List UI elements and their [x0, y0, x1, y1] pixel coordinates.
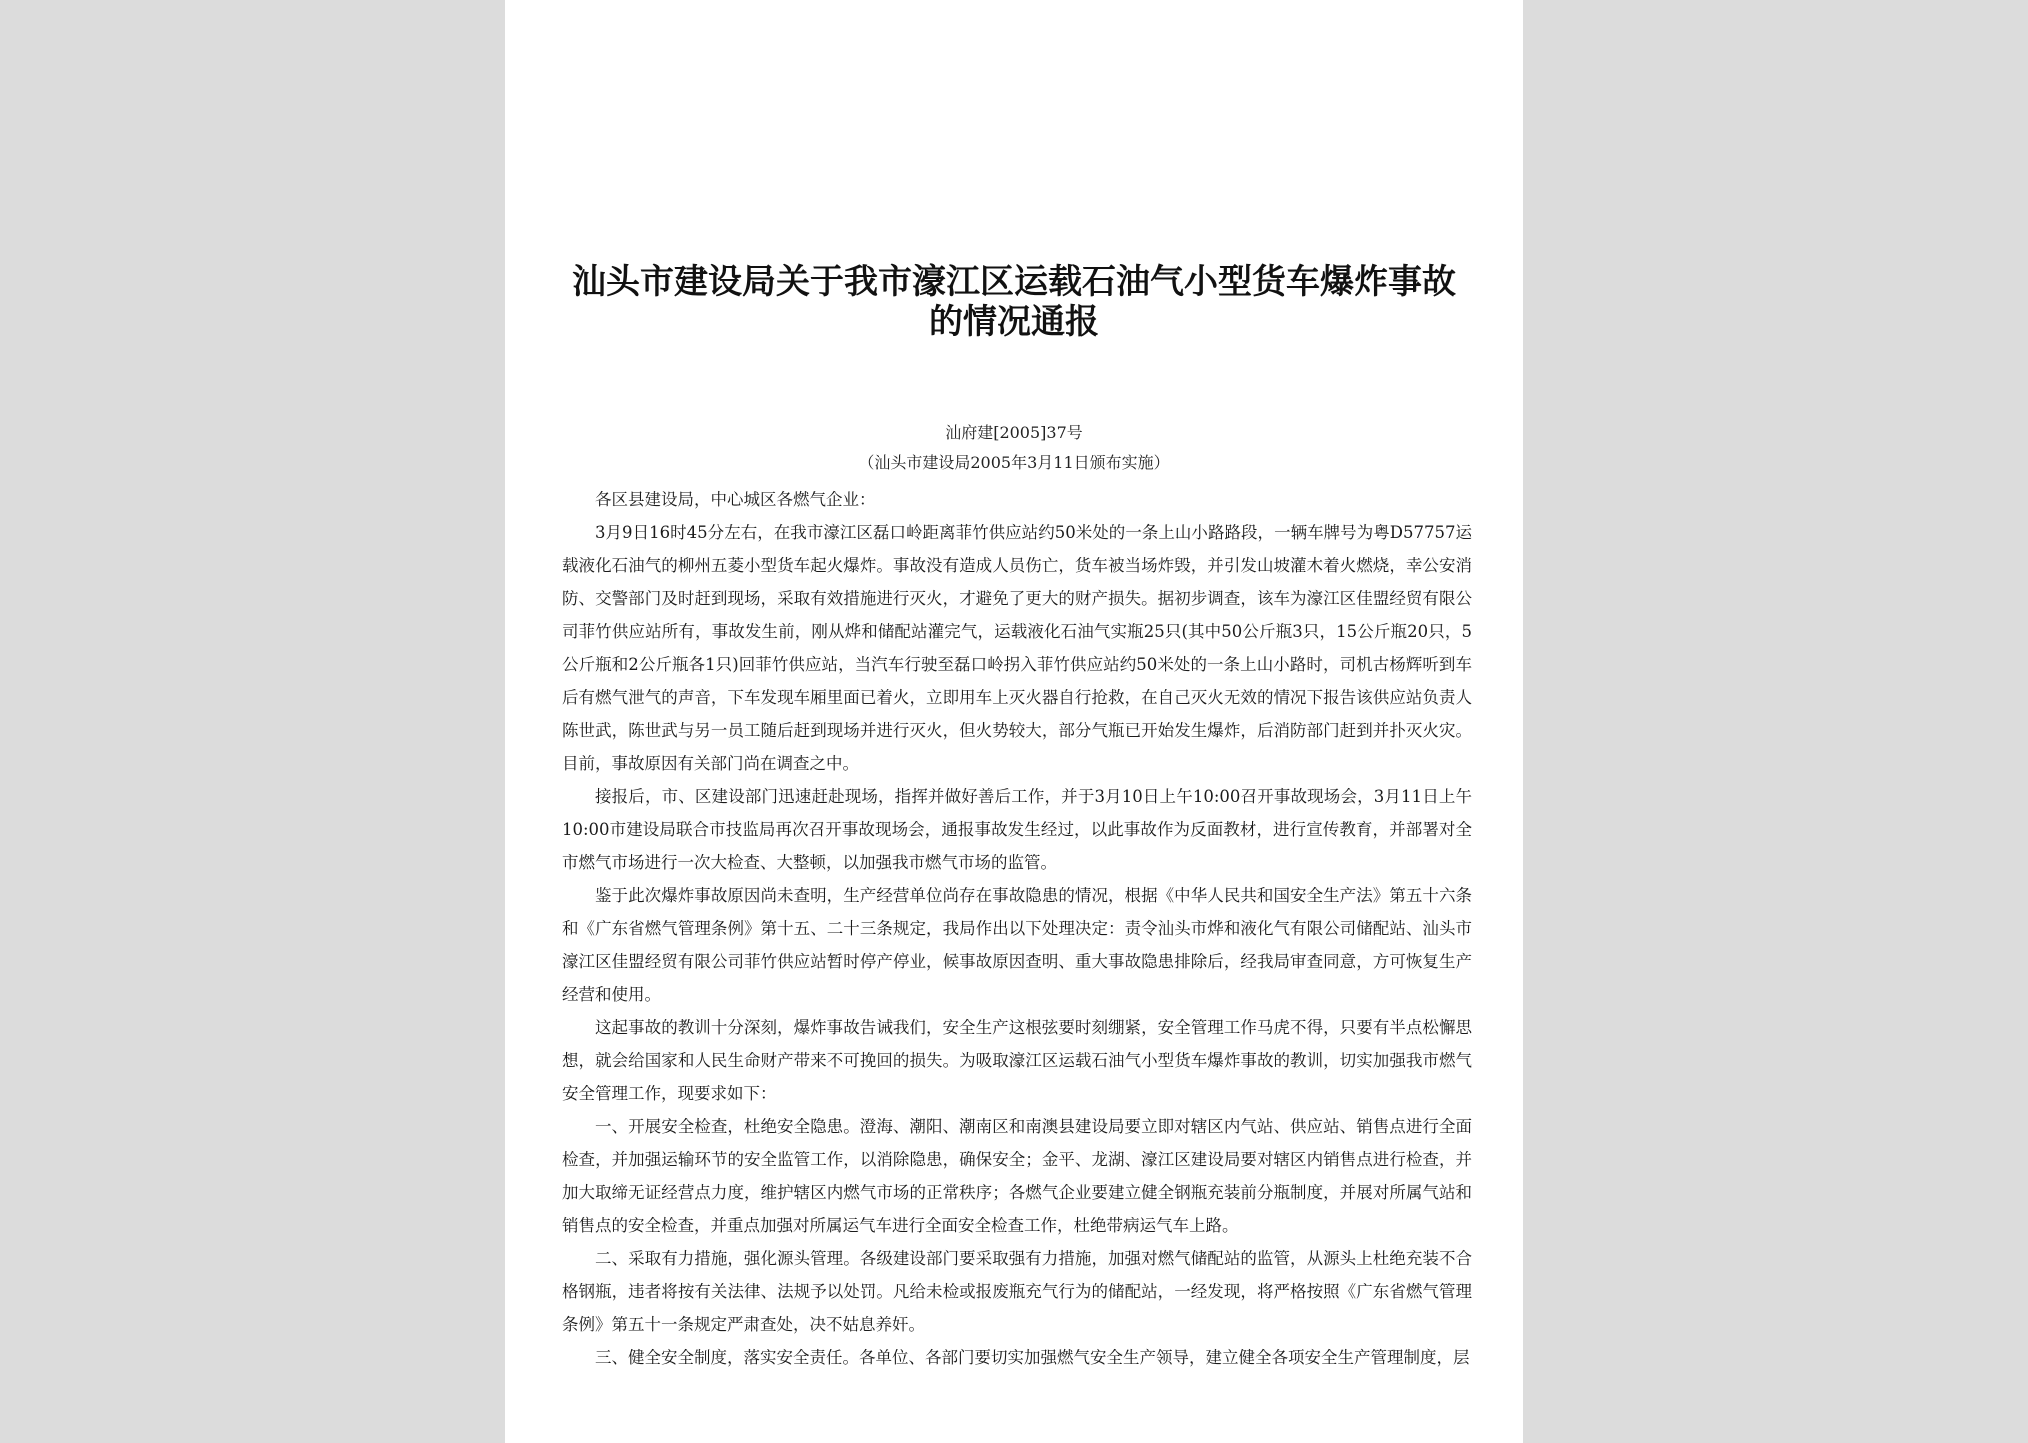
- paragraph-4: 这起事故的教训十分深刻，爆炸事故告诫我们，安全生产这根弦要时刻绷紧，安全管理工作马虎不得，只要有半点松懈思想，就会给国家和人民生命财产带来不可挽回的损失。为吸取濠江区运载石油气小型货车爆炸事故的教训，切实加强我市燃气安全管理工作，现要求如下：: [562, 1018, 1472, 1103]
- salutation: 各区县建设局，中心城区各燃气企业：: [595, 490, 876, 509]
- document-page: [505, 0, 1523, 1443]
- paragraph-6: 二、采取有力措施，强化源头管理。各级建设部门要采取强有力措施，加强对燃气储配站的监管，从源头上杜绝充装不合格钢瓶，违者将按有关法律、法规予以处罚。凡给未检或报废瓶充气行为的储配站，一经发现，将严格按照《广东省燃气管理条例》第五十一条规定严肃查处，决不姑息养奸。: [562, 1249, 1472, 1334]
- document-title: 汕头市建设局关于我市濠江区运载石油气小型货车爆炸事故的情况通报: [572, 262, 1456, 342]
- paragraph-3: 鉴于此次爆炸事故原因尚未查明，生产经营单位尚存在事故隐患的情况，根据《中华人民共和国安全生产法》第五十六条和《广东省燃气管理条例》第十五、二十三条规定，我局作出以下处理决定：责令汕头市烨和液化气有限公司储配站、汕头市濠江区佳盟经贸有限公司菲竹供应站暂时停产停业，候事故原因查明、重大事故隐患排除后，经我局审查同意，方可恢复生产经营和使用。: [562, 886, 1472, 1004]
- document-body: [562, 483, 1472, 1374]
- paragraph-2: 接报后，市、区建设部门迅速赶赴现场，指挥并做好善后工作，并于3月10日上午10:00召开事故现场会，3月11日上午10:00市建设局联合市技监局再次召开事故现场会，通报事故发生经过，以此事故作为反面教材，进行宣传教育，并部署对全市燃气市场进行一次大检查、大整顿，以加强我市燃气市场的监管。: [562, 787, 1472, 872]
- paragraph-5: 一、开展安全检查，杜绝安全隐患。澄海、潮阳、潮南区和南澳县建设局要立即对辖区内气站、供应站、销售点进行全面检查，并加强运输环节的安全监管工作，以消除隐患，确保安全；金平、龙湖、濠江区建设局要对辖区内销售点进行检查，并加大取缔无证经营点力度，维护辖区内燃气市场的正常秩序；各燃气企业要建立健全钢瓶充装前分瓶制度，并展对所属气站和销售点的安全检查，并重点加强对所属运气车进行全面安全检查工作，杜绝带病运气车上路。: [562, 1117, 1472, 1235]
- document-number: 汕府建[2005]37号: [945, 423, 1083, 442]
- paragraph-1: 3月9日16时45分左右，在我市濠江区磊口岭距离菲竹供应站约50米处的一条上山小路路段，一辆车牌号为粤D57757运载液化石油气的柳州五菱小型货车起火爆炸。事故没有造成人员伤亡，货车被当场炸毁，并引发山坡灌木着火燃烧，幸公安消防、交警部门及时赶到现场，采取有效措施进行灭火，才避免了更大的财产损失。据初步调查，该车为濠江区佳盟经贸有限公司菲竹供应站所有，事故发生前，刚从烨和储配站灌完气，运载液化石油气实瓶25只(其中50公斤瓶3只，15公斤瓶20只，5公斤瓶和2公斤瓶各1只)回菲竹供应站，当汽车行驶至磊口岭拐入菲竹供应站约50米处的一条上山小路时，司机古杨辉听到车后有燃气泄气的声音，下车发现车厢里面已着火，立即用车上灭火器自行抢救，在自己灭火无效的情况下报告该供应站负责人陈世武，陈世武与另一员工随后赶到现场并进行灭火，但火势较大，部分气瓶已开始发生爆炸，后消防部门赶到并扑灭火灾。目前，事故原因有关部门尚在调查之中。: [562, 523, 1472, 773]
- paragraph-7: 三、健全安全制度，落实安全责任。各单位、各部门要切实加强燃气安全生产领导，建立健全各项安全生产管理制度，层: [595, 1348, 1470, 1367]
- issue-note: （汕头市建设局2005年3月11日颁布实施）: [858, 453, 1170, 472]
